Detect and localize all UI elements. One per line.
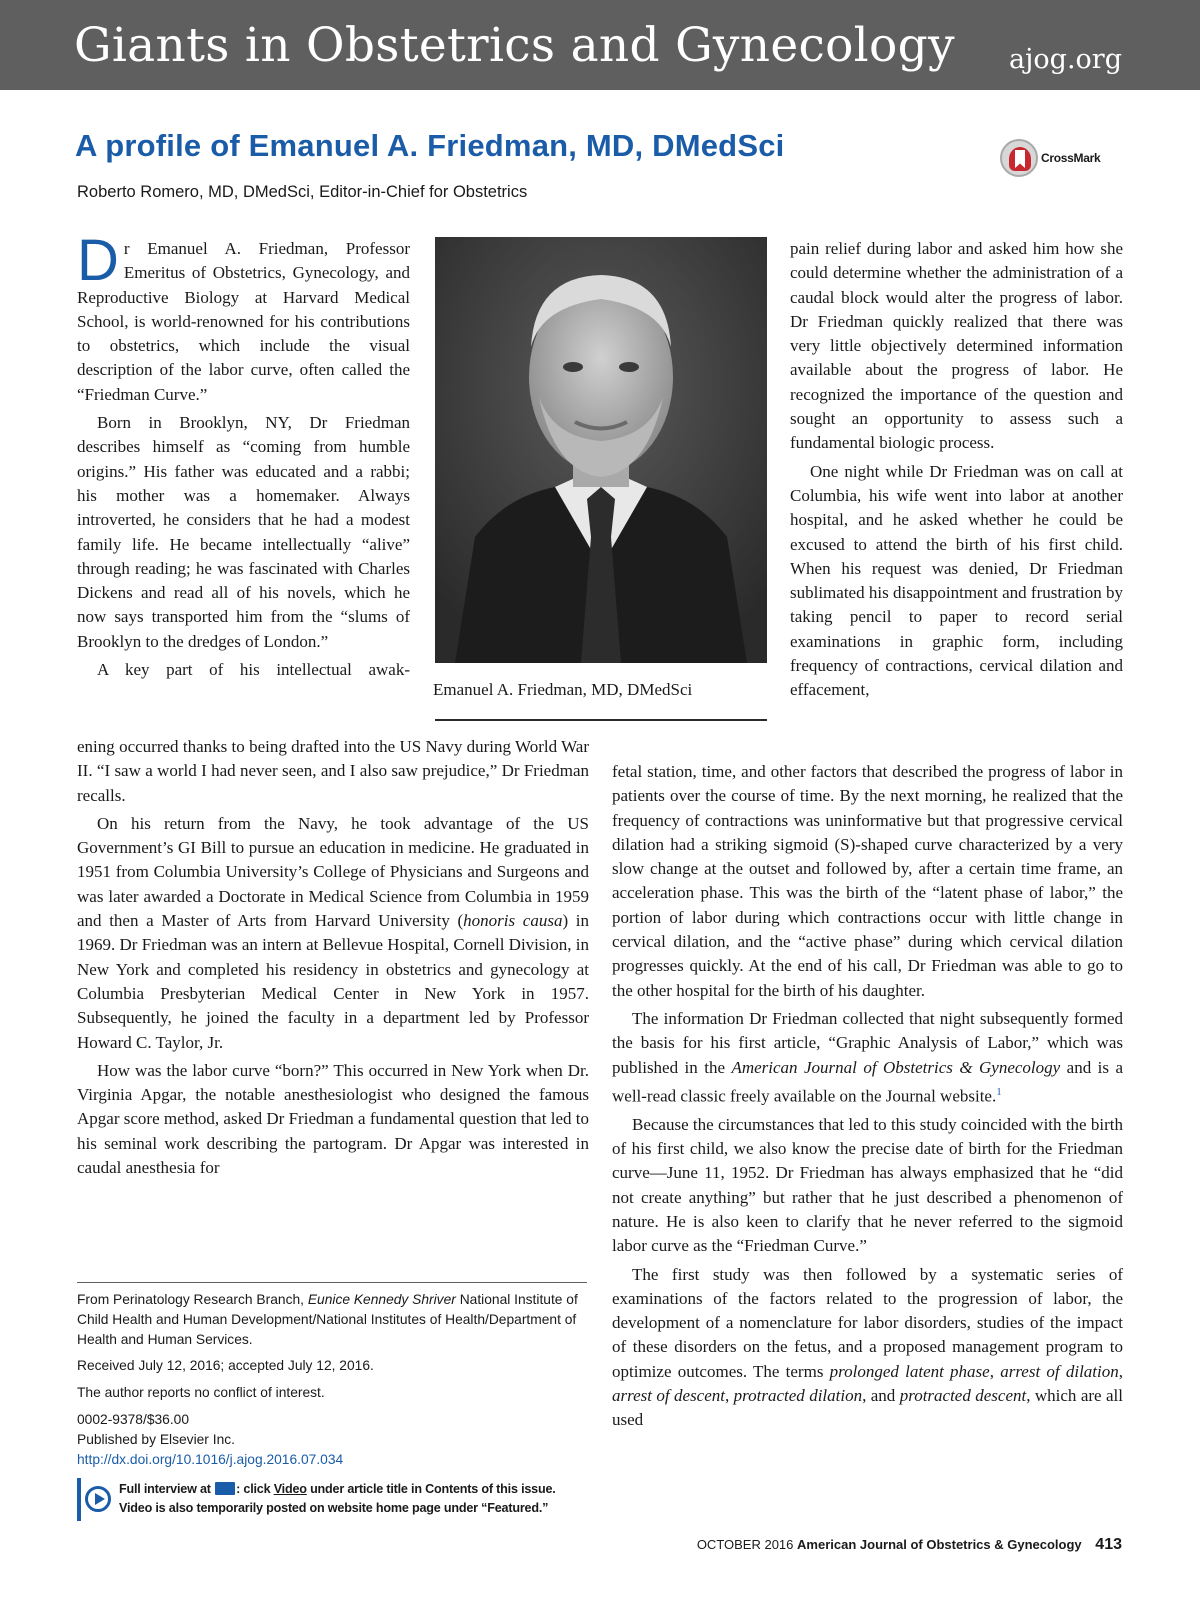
site-link[interactable]: ajog.org [1008,44,1122,75]
portrait-illustration [435,237,767,663]
photo-caption: Emanuel A. Friedman, MD, DMedSci [433,680,693,699]
column-right-top [790,237,1123,703]
reference-1[interactable]: 1 [996,1085,1002,1098]
column-left-top [77,228,410,682]
publisher-note: Published by Elsevier Inc. [77,1431,235,1447]
paragraph-navy-start: A key part of his intellectual awak- [97,660,410,680]
video-note-bar [77,1478,81,1521]
paragraph-apgar-cont: pain relief during labor and asked him how she could determine whether the administration of a caudal block would alter the progress of labor. Dr Friedman quickly realized that there was very little objectively determined information available about the progress of labor. He recognized the importance of the question and sought an opportunity to assess such a fundamental biologic process. [790,239,1123,453]
price-note: 0002-9378/$36.00 [77,1411,190,1427]
byline: Roberto Romero, MD, DMedSci, Editor-in-Chief for Obstetrics [77,183,528,201]
section-banner [0,0,1200,90]
video-note [77,1478,591,1521]
monitor-icon [215,1482,235,1495]
paragraph-night: fetal station, time, and other factors that described the progress of labor in patients over the course of time. By the next morning, he realized that the frequency of contractions was uninformative but that progressive cervical dilation had a striking sigmoid (S)-shaped curve characterized by a very slow change at the outset and followed by, after a certain time frame, an acceleration phase. This was the birth of the “latent phase of labor,” the portion of labor during which contractions occur with little change in cervical dilation, and the “active phase” during which cervical dilation progresses quickly. At the end of his call, Dr Friedman was able to go to the other hospital for the birth of his daughter. [612,762,1123,1000]
conflict-note: The author reports no conflict of interest. [77,1385,325,1401]
affiliation-note: From Perinatology Research Branch, Eunice Kennedy Shriver National Institute of Child Health and Human Development/National Institutes of Health/Department of Health and Human Services. [77,1292,578,1347]
crossmark-label: CrossMark [1041,151,1101,165]
paragraph-apgar: How was the labor curve “born?” This occurred in New York when Dr. Virginia Apgar, the notable anesthesiologist who designed the famous Apgar score method, asked Dr Friedman a fundamental question that led to his seminal work describing the partogram. Dr Apgar was interested in caudal anesthesia for [77,1060,589,1178]
video-link[interactable]: Video [273,1482,307,1496]
play-icon[interactable] [85,1486,111,1512]
video-note-text: Full interview at : click Video under article title in Contents of this issue. Video is also temporarily posted on website home page under “Featured.” [119,1482,556,1515]
paragraph-night-start: One night while Dr Friedman was on call at Columbia, his wife went into labor at another hospital, and he asked whether he could be excused to attend the birth of his first child. When his request was denied, Dr Friedman sublimated his disappointment and frustration by taking pencil to paper to record serial examinations in graphic form, including frequency of contractions, cervical dilation and effacement, [790,461,1123,700]
received-note: Received July 12, 2016; accepted July 12, 2016. [77,1358,374,1374]
journal-name: American Journal of Obstetrics & Gynecology [797,1537,1082,1552]
footnotes [77,1290,591,1469]
paragraph-first-article: The information Dr Friedman collected that night subsequently formed the basis for his first article, “Graphic Analysis of Labor,” which was published in the American Journal of Obstetrics & Gynecology and is a well-read classic freely available on the Journal website.$^1$ [612,1008,1123,1106]
crossmark-icon [1000,139,1038,177]
paragraph-birthdate: Because the circumstances that led to this study coincided with the birth of his first child, we also know the precise date of birth for the Friedman curve—June 11, 1952. Dr Friedman has always emphasized that he “did not create anything” but rather that he just described a phenomenon of nature. He is also keen to clarify that he never referred to the sigmoid labor curve as the “Friedman Curve.” [612,1114,1123,1256]
paragraph-navy: ening occurred thanks to being drafted into the US Navy during World War II. “I saw a world I had never seen, and I also saw prejudice,” Dr Friedman recalls. [77,737,589,805]
page-number: 413 [1095,1536,1122,1553]
drop-cap: D [77,228,119,293]
article-title: A profile of Emanuel A. Friedman, MD, DMedSci [75,128,785,163]
portrait-photo [435,237,767,663]
doi-link[interactable]: http://dx.doi.org/10.1016/j.ajog.2016.07.034 [77,1451,344,1467]
section-title: Giants in Obstetrics and Gynecology [74,18,955,73]
paragraph-education: On his return from the Navy, he took advantage of the US Government’s GI Bill to pursue an education in medicine. He graduated in 1951 from Columbia University’s College of Physicians and Surgeons and was later awarded a Doctorate in Medical Science from Columbia in 1959 and then a Master of Arts from Harvard University (honoris causa) in 1969. Dr Friedman was an intern at Bellevue Hospital, Cornell Division, in New York and completed his residency in obstetrics and gynecology at Columbia Presbyterian Medical Center in New York in 1957. Subsequently, he joined the faculty in a department led by Professor Howard C. Taylor, Jr. [77,813,589,1052]
column-left-bottom [77,735,589,1180]
paragraph-origins: Born in Brooklyn, NY, Dr Friedman describes himself as “coming from humble origins.” His father was educated and a rabbi; his mother was a homemaker. Always introverted, he considers that he had a modest family life. He became intellectually “alive” through reading; he was fascinated with Charles Dickens and read all of his novels, which he now says transported him from the “slums of Brooklyn to the dredges of London.” [77,413,410,651]
paragraph-systematic: The first study was then followed by a systematic series of examinations of the factors related to the progression of labor, the development of a nomenclature for labor disorders, studies of the impact of these disorders on the fetus, and a proposed management program to optimize outcomes. The terms prolonged latent phase, arrest of dilation, arrest of descent, protracted dilation, and protracted descent, which are all used [612,1264,1123,1430]
footnote-divider [77,1282,587,1283]
column-right-bottom [612,760,1123,1433]
crossmark-badge[interactable] [1000,139,1100,177]
issue-date: OCTOBER 2016 [696,1537,794,1552]
paragraph-intro: Dr Emanuel A. Friedman, Professor Emeritus of Obstetrics, Gynecology, and Reproductive Biology at Harvard Medical School, is world-renowned for his contributions to obstetrics, which include the visual description of the labor curve, often called the “Friedman Curve.” [77,228,410,404]
page-footer [697,1536,1122,1554]
caption-divider [435,719,767,721]
